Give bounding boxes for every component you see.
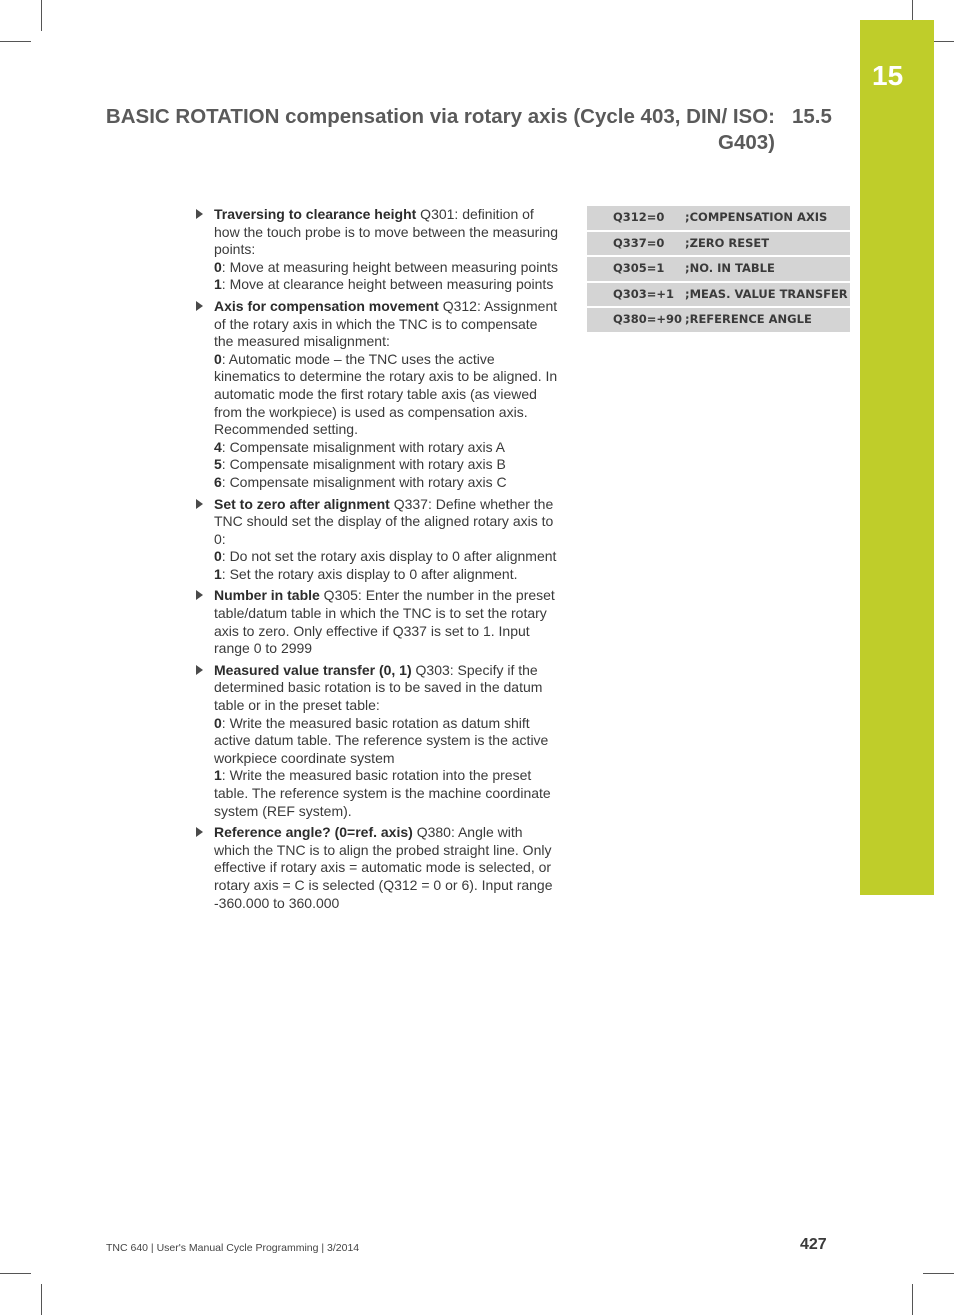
code-row bbox=[587, 206, 850, 232]
option-key: 0 bbox=[214, 548, 222, 565]
code-param: Q380=+90 bbox=[613, 312, 683, 326]
option-key: 0 bbox=[214, 714, 222, 731]
parameter-item bbox=[196, 298, 560, 492]
bullet-arrow-icon bbox=[196, 827, 203, 837]
code-row bbox=[587, 308, 850, 334]
option-text: : Automatic mode – the TNC uses the active kinematics to determine the rotary axis to be aligned. In automatic mode the first rotary table axis (as viewed from the workpiece) is used as compensation axis. Recommended setting. bbox=[214, 350, 558, 438]
parameter-description: Q303: Specify if the determined basic rotation is to be saved in the datum table or in the preset table: bbox=[214, 661, 543, 714]
parameter-item bbox=[196, 496, 560, 584]
parameter-option bbox=[214, 456, 560, 474]
footer-text: TNC 640 | User's Manual Cycle Programming | 3/2014 bbox=[106, 1242, 360, 1254]
parameter-option bbox=[214, 767, 560, 820]
code-param: Q303=+1 bbox=[613, 286, 675, 301]
bullet-arrow-icon bbox=[196, 209, 203, 219]
parameter-name: Axis for compensation movement bbox=[214, 297, 439, 314]
parameter-option bbox=[214, 351, 560, 439]
bullet-arrow-icon bbox=[196, 499, 203, 509]
crop-mark bbox=[0, 1273, 31, 1274]
parameter-description: Q305: Enter the number in the preset table/datum table in which the TNC is to set the rotary axis to zero. Only effective if Q337 is set to 1. Input range 0 to 2999 bbox=[214, 587, 555, 657]
parameter-option bbox=[214, 474, 560, 492]
option-key: 6 bbox=[214, 473, 222, 490]
code-param: Q337=0 bbox=[613, 235, 665, 250]
code-param: Q312=0 bbox=[613, 210, 665, 224]
option-text: : Compensate misalignment with rotary axis C bbox=[221, 473, 507, 490]
option-text: : Move at clearance height between measuring points bbox=[221, 276, 554, 293]
parameter-description: Q312: Assignment of the rotary axis in which the TNC is to compensate the measured misalignment: bbox=[214, 297, 558, 350]
parameter-name: Traversing to clearance height bbox=[214, 206, 417, 222]
parameter-description: Q337: Define whether the TNC should set the display of the aligned rotary axis to 0: bbox=[214, 495, 554, 547]
code-comment: ;NO. IN TABLE bbox=[685, 261, 775, 275]
option-text: : Do not set the rotary axis display to 0 after alignment bbox=[221, 548, 557, 565]
parameter-item bbox=[196, 824, 560, 912]
parameter-option bbox=[214, 439, 560, 457]
code-param: Q305=1 bbox=[613, 261, 665, 275]
parameter-description: Q380: Angle with which the TNC is to align the probed straight line. Only effective if rotary axis = automatic mode is selected, or rotary axis = C is selected (Q312 = 0 or 6). Input range -360.000 to 360.000 bbox=[214, 824, 553, 911]
option-text: : Compensate misalignment with rotary axis A bbox=[221, 438, 506, 455]
option-key: 1 bbox=[214, 276, 222, 293]
parameter-option bbox=[214, 566, 560, 584]
page-title: BASIC ROTATION compensation via rotary axis (Cycle 403, DIN/ ISO: G403) bbox=[105, 105, 775, 154]
crop-mark bbox=[923, 1273, 954, 1274]
code-comment: ;ZERO RESET bbox=[685, 235, 770, 250]
parameter-option bbox=[214, 276, 560, 294]
bullet-arrow-icon bbox=[196, 665, 203, 675]
parameter-description: Q301: definition of how the touch probe is to move between the measuring points: bbox=[214, 206, 558, 258]
code-row bbox=[587, 257, 850, 283]
parameter-name: Reference angle? (0=ref. axis) bbox=[214, 824, 413, 841]
code-row bbox=[587, 232, 850, 258]
code-row bbox=[587, 283, 850, 309]
option-key: 5 bbox=[214, 456, 222, 473]
page-number: 427 bbox=[800, 1236, 827, 1253]
parameter-option bbox=[214, 548, 560, 566]
parameter-item bbox=[196, 662, 560, 820]
option-text: : Compensate misalignment with rotary axis B bbox=[221, 456, 506, 473]
parameter-item bbox=[196, 587, 560, 657]
option-text: : Move at measuring height between measuring points bbox=[221, 258, 558, 275]
option-key: 0 bbox=[214, 350, 222, 367]
code-comment: ;COMPENSATION AXIS bbox=[685, 210, 828, 224]
parameter-option bbox=[214, 259, 560, 277]
option-key: 4 bbox=[214, 438, 222, 455]
parameter-option bbox=[214, 715, 560, 768]
option-text: : Write the measured basic rotation as datum shift active datum table. The reference system is the active workpiece coordinate system bbox=[214, 714, 549, 766]
chapter-tab bbox=[860, 20, 934, 895]
code-comment: ;MEAS. VALUE TRANSFER bbox=[685, 286, 848, 301]
parameter-name: Set to zero after alignment bbox=[214, 495, 390, 512]
code-table bbox=[587, 206, 850, 334]
option-key: 0 bbox=[214, 258, 222, 275]
parameter-list bbox=[196, 206, 560, 916]
crop-mark bbox=[0, 41, 31, 42]
bullet-arrow-icon bbox=[196, 590, 203, 600]
parameter-item bbox=[196, 206, 560, 294]
crop-mark bbox=[912, 1284, 913, 1315]
section-number: 15.5 bbox=[792, 105, 832, 128]
option-key: 1 bbox=[214, 767, 222, 784]
crop-mark bbox=[41, 1284, 42, 1315]
parameter-name: Number in table bbox=[214, 587, 320, 604]
crop-mark bbox=[41, 0, 42, 31]
option-text: : Set the rotary axis display to 0 after alignment. bbox=[221, 565, 518, 582]
parameter-name: Measured value transfer (0, 1) bbox=[214, 661, 412, 678]
option-key: 1 bbox=[214, 565, 222, 582]
bullet-arrow-icon bbox=[196, 301, 203, 311]
chapter-number: 15 bbox=[872, 60, 904, 91]
code-comment: ;REFERENCE ANGLE bbox=[685, 312, 812, 326]
option-text: : Write the measured basic rotation into the preset table. The reference system is the machine coordinate system (REF system). bbox=[214, 767, 551, 819]
